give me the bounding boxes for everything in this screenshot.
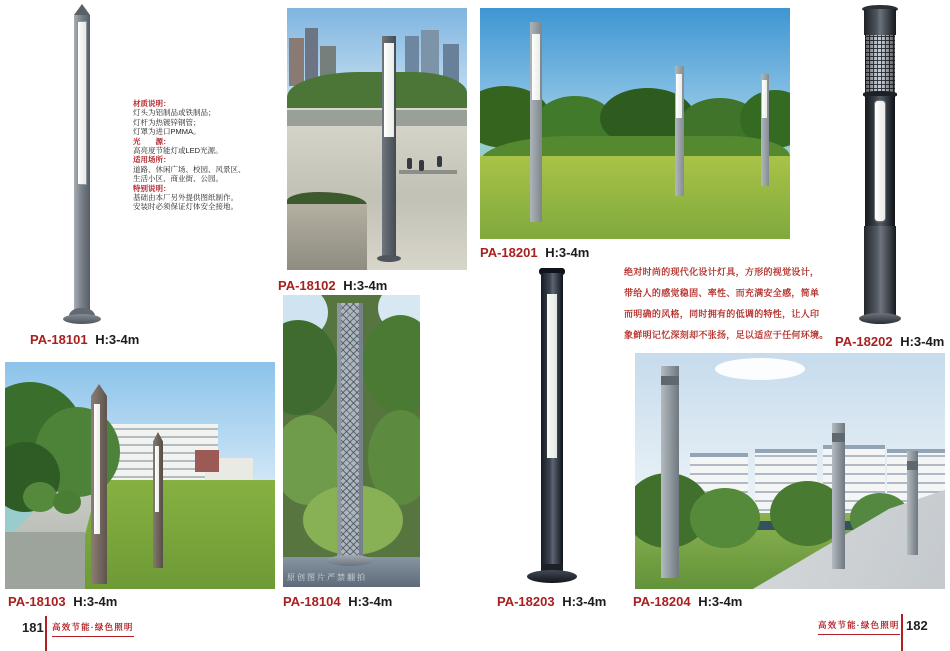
- mesh-shading: [865, 35, 895, 93]
- product-height: H:3-4m: [343, 278, 388, 293]
- product-code: PA-18102: [278, 278, 336, 293]
- lamp-base-plate: [527, 570, 577, 583]
- product-code: PA-18202: [835, 334, 893, 349]
- lamp-cap-band: [864, 9, 896, 35]
- cloud: [715, 358, 805, 380]
- small-tree: [53, 490, 81, 514]
- bench: [399, 170, 457, 174]
- lamp-base-plate: [859, 313, 901, 324]
- description-line: 而明确的风格，同时拥有的低调的特性，让人印: [624, 309, 820, 319]
- spec-heading: 光 源：: [133, 136, 171, 146]
- tree: [690, 488, 760, 548]
- description-line: 绝对时尚的现代化设计灯具，方形的视觉设计，: [624, 267, 820, 277]
- lattice-lamp-pole: [337, 303, 363, 561]
- spec-line: 灯头为铝制品或铁制品；: [133, 108, 216, 118]
- lamp-pole: [907, 451, 918, 555]
- product-image-pa-18101: [52, 4, 112, 328]
- pole-cap-band: [661, 376, 679, 385]
- lamp-light-panel: [384, 43, 394, 137]
- spec-heading: 特别说明：: [133, 183, 171, 193]
- product-label-pa-18104: [283, 594, 392, 609]
- product-code: PA-18101: [30, 332, 88, 347]
- lawn: [480, 156, 790, 239]
- person: [407, 158, 412, 169]
- product-image-pa-18202: [850, 5, 910, 335]
- description-line: 象鲜明记忆深刻却不张扬，足以适应于任何环境。: [624, 330, 829, 340]
- product-label-pa-18103: [8, 594, 117, 609]
- lamp-light-panel: [532, 34, 540, 100]
- product-height: H:3-4m: [545, 245, 590, 260]
- product-height: H:3-4m: [900, 334, 945, 349]
- lamp-light-panel: [762, 80, 767, 118]
- lamp-light-panel: [94, 404, 100, 534]
- lamp-pole: [832, 423, 845, 569]
- product-height: H:3-4m: [562, 594, 607, 609]
- pole-cap-band: [832, 433, 845, 442]
- product-code: PA-18203: [497, 594, 555, 609]
- spec-heading: 材质说明：: [133, 99, 171, 108]
- product-image-pa-18203: [492, 266, 612, 596]
- footer-slogan-right: 高效节能·绿色照明: [818, 619, 900, 635]
- product-label-pa-18101: [30, 332, 139, 347]
- watermark-text: 原创图片严禁翻拍: [287, 573, 367, 582]
- page-number-left: 181: [22, 620, 44, 635]
- product-label-pa-18201: [480, 245, 589, 260]
- pavement-band: [287, 110, 467, 126]
- marketing-description: [624, 262, 829, 346]
- product-height: H:3-4m: [698, 594, 743, 609]
- spec-line: 高亮度节能灯或LED光源。: [133, 146, 223, 156]
- product-label-pa-18203: [497, 594, 606, 609]
- product-height: H:3-4m: [348, 594, 393, 609]
- lamp-light-panel: [77, 21, 87, 185]
- product-photo-pa-18103: [5, 362, 275, 589]
- lamp-light-panel: [676, 74, 682, 118]
- skyline-tower: [289, 38, 304, 86]
- lamp-light-panel: [874, 100, 886, 222]
- product-photo-pa-18102: [287, 8, 467, 270]
- product-code: PA-18103: [8, 594, 66, 609]
- page-number-right: 182: [906, 618, 928, 633]
- spec-line: 灯罩为进口PMMA。: [133, 127, 201, 137]
- product-code: PA-18201: [480, 245, 538, 260]
- spec-text-block: [133, 99, 283, 212]
- spec-line: 灯杆为热镀锌钢管；: [133, 117, 201, 127]
- spec-line: 基础由本厂另外提供图纸制作。: [133, 193, 238, 203]
- description-line: 带给人的感觉稳固、率性、而充满安全感，简单: [624, 288, 820, 298]
- footer-slogan-left: 高效节能·绿色照明: [52, 621, 134, 637]
- product-photo-pa-18204: [635, 353, 945, 589]
- small-building: [195, 450, 219, 472]
- pole-cap-band: [907, 461, 918, 470]
- lamp-light-panel: [155, 446, 159, 512]
- product-height: H:3-4m: [73, 594, 118, 609]
- product-label-pa-18102: [278, 278, 387, 293]
- product-code: PA-18204: [633, 594, 691, 609]
- lamp-base-disc: [327, 555, 373, 566]
- product-photo-pa-18201: [480, 8, 790, 239]
- product-code: PA-18104: [283, 594, 341, 609]
- small-tree: [23, 482, 57, 512]
- pavement: [5, 532, 85, 589]
- lamp-base-plate: [63, 314, 101, 324]
- product-height: H:3-4m: [95, 332, 140, 347]
- person: [437, 156, 442, 167]
- spec-line: 生活小区、商业街、公园。: [133, 174, 223, 184]
- lamp-base-plate: [377, 255, 401, 262]
- lamp-light-panel: [547, 294, 557, 458]
- lamp-lower-section: [864, 226, 896, 318]
- footer-divider-left: [45, 616, 47, 651]
- person: [419, 160, 424, 171]
- product-photo-pa-18104: [283, 295, 420, 587]
- stone-planter: [287, 204, 367, 270]
- spec-line: 道路、休闲广场、校园、风景区、: [133, 164, 246, 174]
- footer-divider-right: [901, 614, 903, 651]
- spec-line: 安装时必须保证灯体安全接地。: [133, 202, 238, 212]
- lamp-pole: [661, 366, 679, 578]
- lamp-cap: [74, 4, 90, 15]
- product-label-pa-18204: [633, 594, 742, 609]
- spec-heading: 适用场所：: [133, 155, 171, 165]
- product-label-pa-18202: [835, 334, 944, 349]
